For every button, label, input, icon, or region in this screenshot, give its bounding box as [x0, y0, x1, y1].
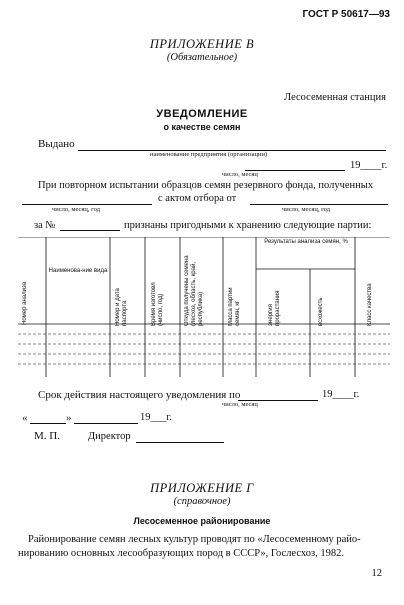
act-date-caption-left: число, месяц, год	[52, 206, 101, 213]
col-batch-mass: Масса партии семян, кг	[228, 287, 241, 326]
fit-text: признаны пригодными к хранению следующие партии:	[124, 220, 372, 231]
col-production-time: Время изготовл (число, год)	[151, 282, 164, 326]
col-analysis-number: Номер анализа	[22, 281, 28, 325]
issued-label: Выдано	[38, 138, 75, 150]
date-year: 19___г.	[140, 412, 172, 423]
station-label: Лесосеменная станция	[284, 92, 386, 103]
notice-title: УВЕДОМЛЕНИЕ	[156, 108, 248, 120]
page-number: 12	[371, 568, 382, 579]
issued-date-caption: число, месяц	[222, 171, 258, 178]
col-passport: Номер и дата паспорта	[115, 288, 128, 326]
date-close-quote: »	[66, 412, 72, 424]
col-quality-class: Класс качества	[367, 283, 373, 326]
zoning-para-line-2: нированию основных лесообразующих пород в СССР», Гослесхоз, 1982.	[18, 548, 345, 559]
director-label: Директор	[88, 431, 131, 442]
col-origin: Откуда получены семена (лесхоз, область, край, республика)	[184, 255, 204, 326]
col-germination-energy: энергия прорастания	[268, 290, 281, 326]
act-date-caption-right: число, месяц, год	[282, 206, 331, 213]
zoning-para-line-1: Районирование семян лесных культур проводят по «Лесосеменному райо-	[28, 534, 361, 545]
appendix-g-subtitle: (справочное)	[173, 496, 231, 507]
date-day-line	[30, 423, 66, 424]
act-text: с актом отбора от	[158, 193, 237, 204]
director-signature-line	[136, 442, 224, 443]
appendix-b-title: ПРИЛОЖЕНИЕ В	[149, 37, 255, 51]
za-number-line	[60, 230, 120, 231]
zoning-heading: Лесосеменное районирование	[133, 516, 271, 526]
validity-year: 19____г.	[322, 389, 360, 400]
date-open-quote: «	[22, 412, 28, 424]
issued-year: 19____г.	[350, 160, 388, 171]
za-label: за №	[34, 220, 56, 231]
validity-caption: число, месяц	[222, 401, 258, 408]
retest-text: При повторном испытании образцов семян резервного фонда, полученных	[38, 180, 374, 191]
act-date-line-left	[22, 204, 152, 205]
stamp-label: М. П.	[34, 430, 60, 442]
col-species-name: Наименова-ние вида	[48, 268, 108, 274]
appendix-b-subtitle: (Обязательное)	[166, 52, 238, 63]
col-germination-rate: всхожесть	[318, 297, 324, 326]
org-caption: наименование предприятия (организации)	[150, 151, 268, 158]
col-results-group: Результаты анализа семян, %	[264, 239, 348, 245]
act-date-line-right	[250, 204, 388, 205]
appendix-g-title: ПРИЛОЖЕНИЕ Г	[150, 481, 254, 495]
document-number: ГОСТ Р 50617—93	[302, 9, 390, 20]
date-month-line	[74, 423, 138, 424]
notice-subtitle: о качестве семян	[163, 122, 241, 132]
issued-date-line	[245, 170, 345, 171]
validity-text: Срок действия настоящего уведомления по	[38, 389, 241, 401]
